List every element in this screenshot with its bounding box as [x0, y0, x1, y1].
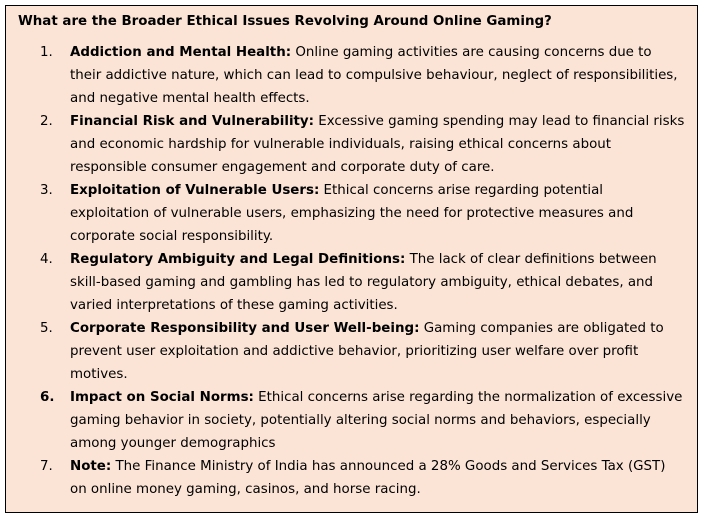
item-text: Gaming companies are obligated to prevent user exploitation and addictive behavior, prioritizing user welfare over profit motives. — [70, 321, 664, 382]
item-text: Online gaming activities are causing concerns due to their addictive nature, which can lead to compulsive behaviour, neglect of responsibilities, and negative mental health effects. — [70, 45, 678, 106]
list-item — [18, 248, 685, 317]
item-number: 6. — [40, 390, 55, 405]
page-title: What are the Broader Ethical Issues Revolving Around Online Gaming? — [18, 14, 552, 29]
item-number: 4. — [40, 252, 53, 267]
item-term: Exploitation of Vulnerable Users: — [70, 183, 320, 198]
list-item — [18, 179, 685, 248]
item-text: Ethical concerns arise regarding the normalization of excessive gaming behavior in society, potentially altering social norms and behaviors, especially among younger demographics — [70, 390, 683, 451]
list-item — [18, 317, 685, 386]
list-item — [18, 386, 685, 455]
item-number: 5. — [40, 321, 53, 336]
item-text: The Finance Ministry of India has announced a 28% Goods and Services Tax (GST) on online money gaming, casinos, and horse racing. — [70, 459, 666, 497]
list-item — [18, 110, 685, 179]
item-text: The lack of clear definitions between skill-based gaming and gambling has led to regulatory ambiguity, ethical debates, and varied interpretations of these gaming activities. — [70, 252, 657, 313]
item-number: 2. — [40, 114, 53, 129]
item-term: Impact on Social Norms: — [70, 390, 254, 405]
item-number: 1. — [40, 45, 53, 60]
item-text: Excessive gaming spending may lead to financial risks and economic hardship for vulnerable individuals, raising ethical concerns about responsible consumer engagement and corporate duty of care. — [70, 114, 685, 175]
item-number: 3. — [40, 183, 53, 198]
content-box — [5, 5, 698, 513]
item-term: Corporate Responsibility and User Well-being: — [70, 321, 420, 336]
issues-list — [18, 41, 685, 501]
item-text: Ethical concerns arise regarding potential exploitation of vulnerable users, emphasizing the need for protective measures and corporate social responsibility. — [70, 183, 634, 244]
item-term: Regulatory Ambiguity and Legal Definitions: — [70, 252, 406, 267]
list-item — [18, 41, 685, 110]
item-term: Financial Risk and Vulnerability: — [70, 114, 315, 129]
item-number: 7. — [40, 459, 53, 474]
item-term: Note: — [70, 459, 112, 474]
list-item — [18, 455, 685, 501]
item-term: Addiction and Mental Health: — [70, 45, 292, 60]
